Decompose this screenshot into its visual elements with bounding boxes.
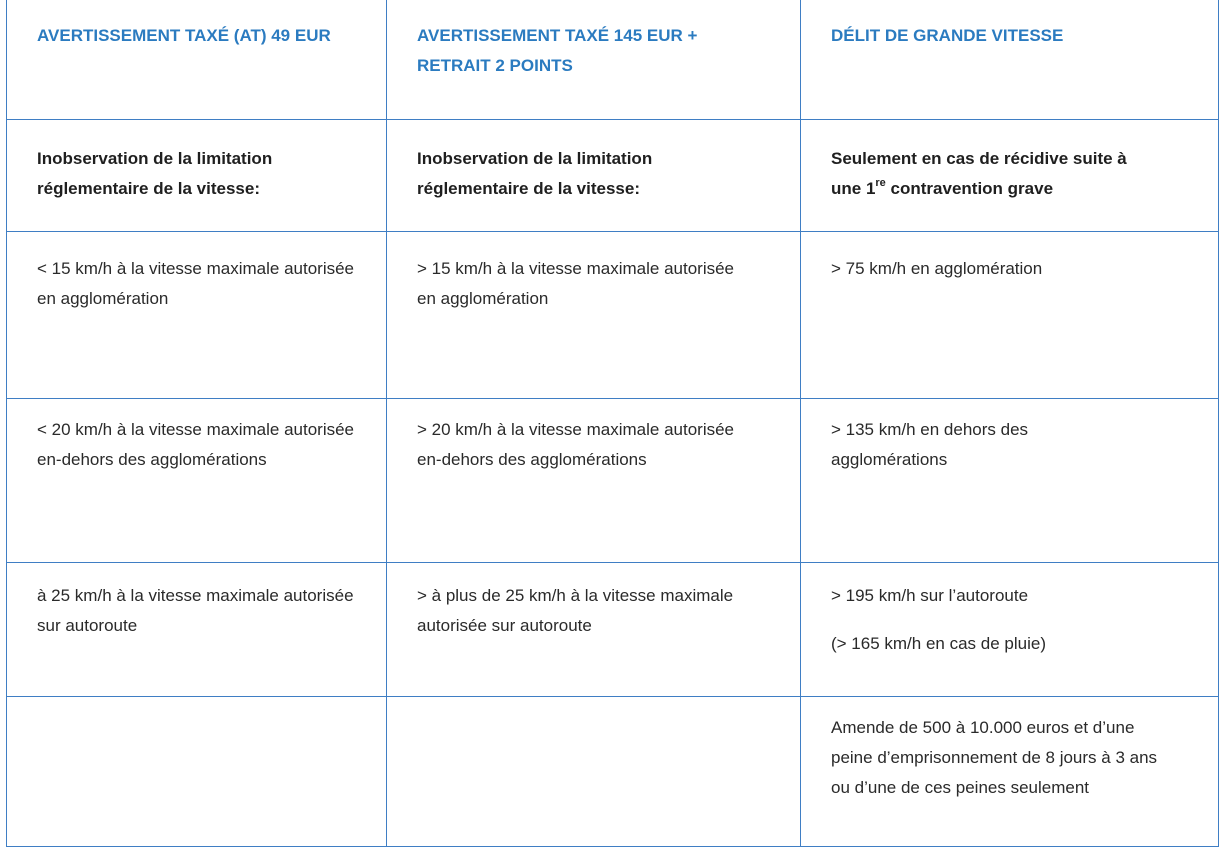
table-cell <box>7 119 387 231</box>
table-cell <box>7 231 387 398</box>
table-cell <box>801 696 1219 846</box>
cell-text <box>7 697 386 731</box>
cell-text <box>387 697 800 731</box>
ordinal-superscript: re <box>875 176 886 189</box>
header-text: AVERTISSEMENT TAXÉ (AT) 49 EUR <box>37 26 331 45</box>
cell-text: > 195 km/h sur l’autoroute <box>831 585 1029 605</box>
subheader-text <box>801 120 1218 214</box>
table-cell <box>387 231 801 398</box>
table-cell <box>7 696 387 846</box>
column-header <box>801 0 1219 119</box>
table-row <box>7 696 1219 846</box>
column-header <box>387 0 801 119</box>
cell-text: < 15 km/h à la vitesse maximale autorisée en agglomération <box>37 258 355 308</box>
table-cell <box>387 398 801 562</box>
cell-text: > 20 km/h à la vitesse maximale autorisée en-dehors des agglomérations <box>417 419 735 469</box>
subheader-text: Inobservation de la limitation réglementaire de la vitesse: <box>37 148 273 198</box>
header-text: AVERTISSEMENT TAXÉ 145 EUR + RETRAIT 2 POINTS <box>417 26 698 75</box>
cell-text: à 25 km/h à la vitesse maximale autorisée sur autoroute <box>37 585 354 635</box>
cell-text: Amende de 500 à 10.000 euros et d’une peine d’emprisonnement de 8 jours à 3 ans ou d’une de ces peines seulement <box>831 717 1158 797</box>
subheader-row <box>7 119 1219 231</box>
subheader-text-main: Seulement en cas de récidive suite à une 1 <box>831 148 1127 198</box>
table-cell <box>387 119 801 231</box>
table-cell <box>7 398 387 562</box>
table-cell <box>7 562 387 696</box>
table-row <box>7 398 1219 562</box>
speeding-penalties-table <box>6 0 1219 847</box>
table-cell <box>801 562 1219 696</box>
table-cell <box>801 119 1219 231</box>
table-cell <box>801 398 1219 562</box>
cell-text: < 20 km/h à la vitesse maximale autorisée en-dehors des agglomérations <box>37 419 355 469</box>
header-text: DÉLIT DE GRANDE VITESSE <box>831 26 1064 45</box>
header-row <box>7 0 1219 119</box>
column-header <box>7 0 387 119</box>
table-row <box>7 562 1219 696</box>
table-cell <box>387 696 801 846</box>
rain-note: (> 165 km/h en cas de pluie) <box>831 633 1046 653</box>
cell-text: > 75 km/h en agglomération <box>831 258 1043 278</box>
cell-text: > 135 km/h en dehors des agglomérations <box>831 419 1029 469</box>
table-cell <box>801 231 1219 398</box>
cell-text: > 15 km/h à la vitesse maximale autorisée en agglomération <box>417 258 735 308</box>
subheader-text-tail: contravention grave <box>885 178 1054 198</box>
subheader-text: Inobservation de la limitation réglementaire de la vitesse: <box>417 148 653 198</box>
table-row <box>7 231 1219 398</box>
cell-text: > à plus de 25 km/h à la vitesse maximale autorisée sur autoroute <box>417 585 734 635</box>
table-cell <box>387 562 801 696</box>
cell-text-group <box>801 563 1218 669</box>
